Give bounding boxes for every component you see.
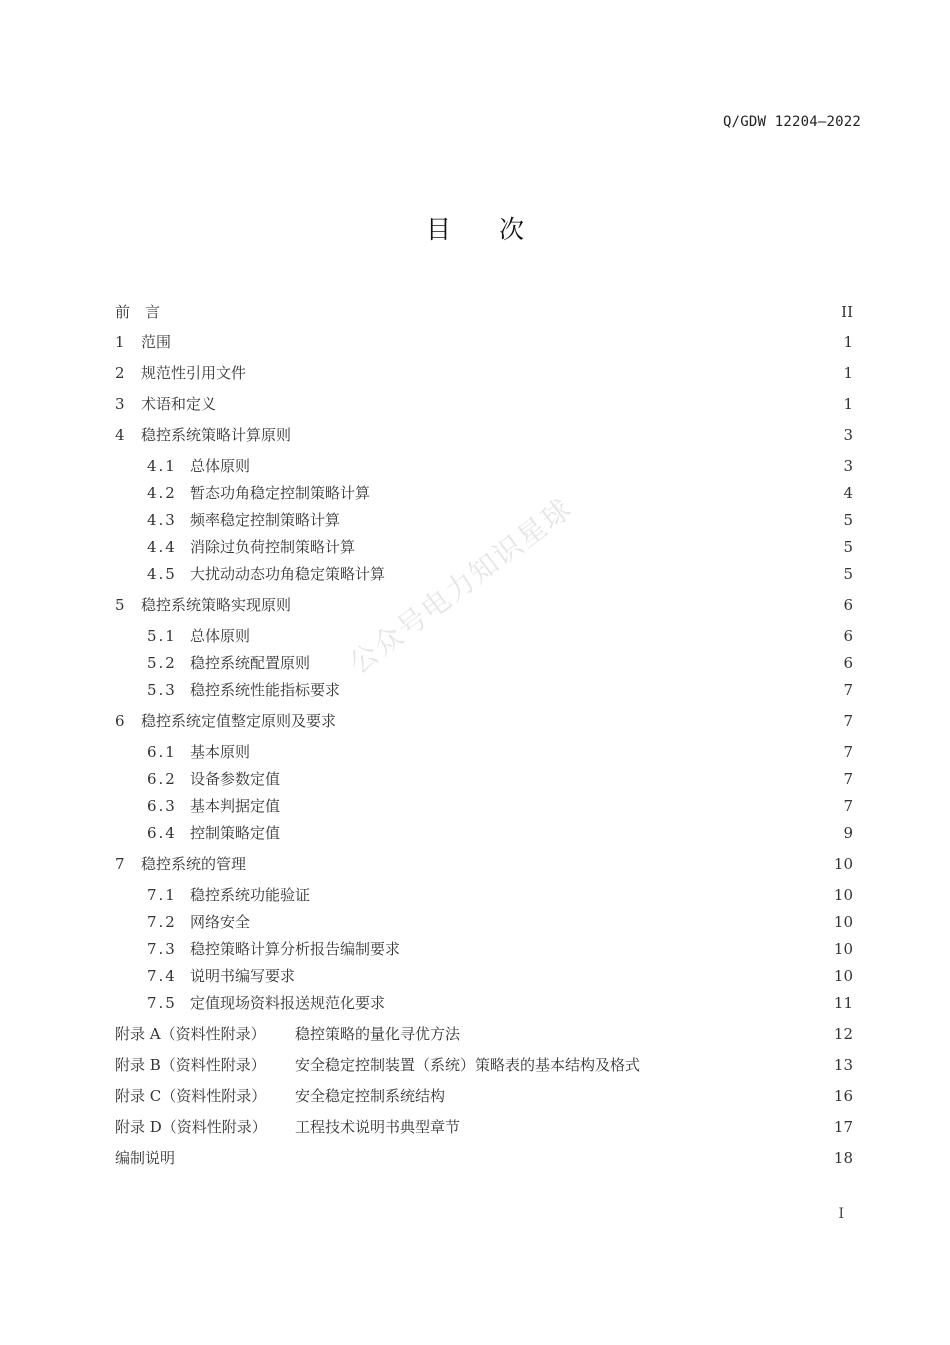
section-title: 设备参数定值	[190, 770, 281, 788]
appendix-prefix: 附录 A（资料性附录）	[115, 1025, 266, 1043]
toc-section-entry[interactable]	[115, 301, 853, 323]
section-number: 6.2	[147, 770, 177, 788]
section-number: 4.3	[147, 511, 177, 529]
section-number: 7.4	[147, 967, 177, 985]
toc-appendix-entry[interactable]	[115, 1054, 853, 1076]
standard-code: Q/GDW 12204—2022	[722, 114, 861, 130]
section-title: 稳控系统的管理	[141, 855, 247, 873]
toc-subsection-entry[interactable]	[147, 911, 853, 933]
section-title: 稳控策略计算分析报告编制要求	[190, 940, 401, 958]
page-number: 10	[833, 967, 853, 985]
toc-subsection-entry[interactable]	[147, 625, 853, 647]
toc-appendix-entry[interactable]	[115, 1085, 853, 1107]
section-title: 规范性引用文件	[141, 364, 247, 382]
closing-title: 编制说明	[115, 1149, 176, 1167]
watermark: 公众号电力知识星球	[343, 491, 579, 681]
toc-section-entry[interactable]	[115, 393, 853, 415]
section-number: 7.2	[147, 913, 177, 931]
appendix-title: 稳控策略的量化寻优方法	[295, 1025, 461, 1043]
section-number: 5.1	[147, 627, 177, 645]
toc-subsection-entry[interactable]	[147, 768, 853, 790]
page-number: 7	[843, 681, 853, 699]
section-title: 总体原则	[190, 457, 251, 475]
page-number: 9	[843, 824, 853, 842]
page-number: 12	[833, 1025, 853, 1043]
appendix-title: 安全稳定控制系统结构	[295, 1087, 446, 1105]
page-number: 18	[833, 1149, 853, 1167]
toc-section-entry[interactable]	[115, 710, 853, 732]
appendix-prefix: 附录 C（资料性附录）	[115, 1087, 267, 1105]
section-title: 消除过负荷控制策略计算	[190, 538, 356, 556]
page-number: 6	[843, 654, 853, 672]
section-title: 总体原则	[190, 627, 251, 645]
section-number: 4	[115, 426, 125, 444]
toc-section-entry[interactable]	[115, 362, 853, 384]
section-title: 稳控系统配置原则	[190, 654, 311, 672]
title-char-2: 次	[499, 215, 525, 244]
section-title: 暂态功角稳定控制策略计算	[190, 484, 371, 502]
page-number: 10	[833, 913, 853, 931]
page-number: 1	[843, 364, 853, 382]
section-number: 6.3	[147, 797, 177, 815]
section-title: 大扰动动态功角稳定策略计算	[190, 565, 386, 583]
toc-appendix-entry[interactable]	[115, 1116, 853, 1138]
section-title: 控制策略定值	[190, 824, 281, 842]
page-number: 1	[843, 333, 853, 351]
section-number: 7.5	[147, 994, 177, 1012]
toc-subsection-entry[interactable]	[147, 455, 853, 477]
section-title: 基本判据定值	[190, 797, 281, 815]
page-number: II	[841, 303, 853, 321]
section-number: 5	[115, 596, 125, 614]
section-title: 定值现场资料报送规范化要求	[190, 994, 386, 1012]
section-title: 稳控系统定值整定原则及要求	[141, 712, 337, 730]
page-number: 10	[833, 855, 853, 873]
page-number: 7	[843, 770, 853, 788]
section-title: 频率稳定控制策略计算	[190, 511, 341, 529]
toc-section-entry[interactable]	[115, 594, 853, 616]
page-number: 16	[833, 1087, 853, 1105]
toc-subsection-entry[interactable]	[147, 822, 853, 844]
toc-subsection-entry[interactable]	[147, 938, 853, 960]
page-number: 7	[843, 712, 853, 730]
toc-subsection-entry[interactable]	[147, 482, 853, 504]
section-number: 7.3	[147, 940, 177, 958]
page-title	[0, 210, 950, 246]
section-number: 7.1	[147, 886, 177, 904]
section-title: 说明书编写要求	[190, 967, 296, 985]
section-title: 网络安全	[190, 913, 251, 931]
page-number: 6	[843, 627, 853, 645]
section-number: 6.1	[147, 743, 177, 761]
toc-subsection-entry[interactable]	[147, 741, 853, 763]
page-number: 10	[833, 886, 853, 904]
appendix-prefix: 附录 B（资料性附录）	[115, 1056, 266, 1074]
page-number: 4	[843, 484, 853, 502]
toc-subsection-entry[interactable]	[147, 884, 853, 906]
page-number: 5	[843, 565, 853, 583]
section-title: 范围	[141, 333, 172, 351]
section-number: 5.2	[147, 654, 177, 672]
toc-subsection-entry[interactable]	[147, 652, 853, 674]
section-title: 前 言	[115, 303, 161, 321]
toc-subsection-entry[interactable]	[147, 992, 853, 1014]
section-number: 4.2	[147, 484, 177, 502]
toc-section-entry[interactable]	[115, 424, 853, 446]
page-number: 17	[833, 1118, 853, 1136]
page-number: 5	[843, 511, 853, 529]
section-number: 4.4	[147, 538, 177, 556]
page-number: 7	[843, 797, 853, 815]
page-number: 1	[843, 395, 853, 413]
section-title: 基本原则	[190, 743, 251, 761]
page-number: 3	[843, 457, 853, 475]
section-number: 4.5	[147, 565, 177, 583]
section-title: 稳控系统功能验证	[190, 886, 311, 904]
section-number: 6.4	[147, 824, 177, 842]
section-number: 3	[115, 395, 125, 413]
appendix-title: 安全稳定控制装置（系统）策略表的基本结构及格式	[295, 1056, 641, 1074]
toc-subsection-entry[interactable]	[147, 965, 853, 987]
section-title: 稳控系统策略实现原则	[141, 596, 292, 614]
section-number: 5.3	[147, 681, 177, 699]
title-char-1: 目	[425, 215, 451, 244]
page-number: 5	[843, 538, 853, 556]
toc-appendix-entry[interactable]	[115, 1023, 853, 1045]
section-title: 术语和定义	[141, 395, 217, 413]
toc-subsection-entry[interactable]	[147, 795, 853, 817]
section-number: 7	[115, 855, 125, 873]
section-number: 2	[115, 364, 125, 382]
toc-subsection-entry[interactable]	[147, 679, 853, 701]
appendix-prefix: 附录 D（资料性附录）	[115, 1118, 267, 1136]
page-number: 10	[833, 940, 853, 958]
page-number: 7	[843, 743, 853, 761]
section-number: 4.1	[147, 457, 177, 475]
section-title: 稳控系统策略计算原则	[141, 426, 292, 444]
toc-closing-entry[interactable]	[115, 1147, 853, 1169]
page-number: 3	[843, 426, 853, 444]
page-number: 11	[833, 994, 853, 1012]
page-number: 6	[843, 596, 853, 614]
footer-page-number: I	[838, 1206, 844, 1222]
appendix-title: 工程技术说明书典型章节	[295, 1118, 461, 1136]
toc-section-entry[interactable]	[115, 331, 853, 353]
section-title: 稳控系统性能指标要求	[190, 681, 341, 699]
section-number: 6	[115, 712, 125, 730]
page-number: 13	[833, 1056, 853, 1074]
section-number: 1	[115, 333, 125, 351]
toc-section-entry[interactable]	[115, 853, 853, 875]
